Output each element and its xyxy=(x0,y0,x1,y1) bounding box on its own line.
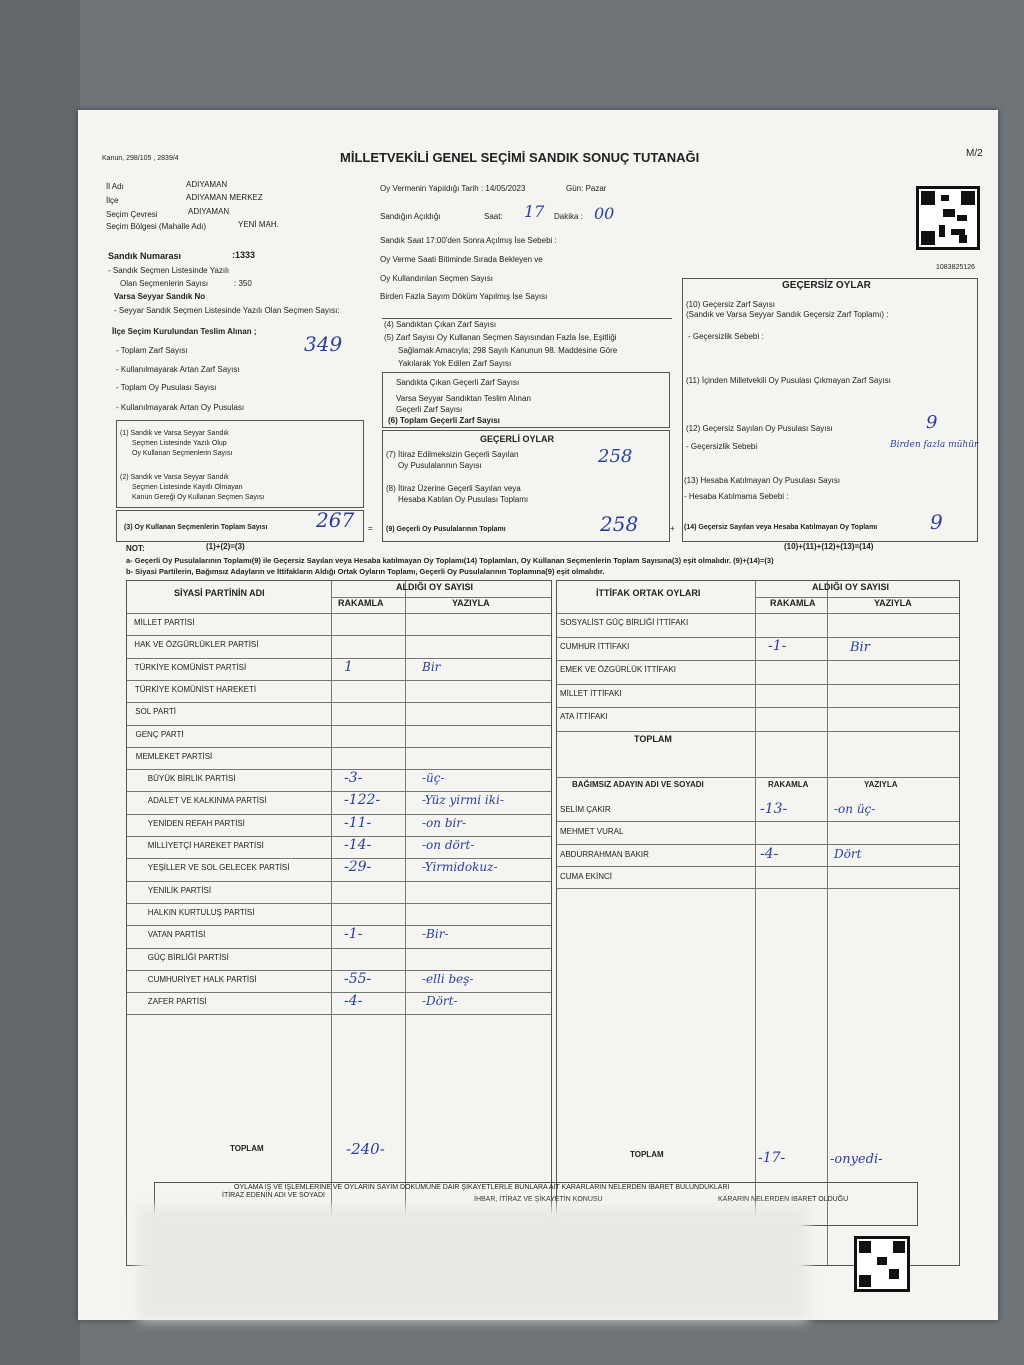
alliance-name: EMEK VE ÖZGÜRLÜK İTTİFAKI xyxy=(560,665,677,674)
party-votes-text: -Dört- xyxy=(422,994,458,1009)
note-a: a- Geçerli Oy Pusulalarının Toplamı(9) ile Geçersiz Sayılan veya Hesaba katılmayan Oy Toplamı(14) Toplamları, Oy Kullanan Seçmenlerin Toplam Sayısına(3) eşit olmalıdır. (9)+(14)=(3) xyxy=(126,556,774,565)
party-votes-number: -122- xyxy=(344,792,381,809)
independent-name: CUMA EKİNCİ xyxy=(560,871,613,881)
independent-row-divider xyxy=(557,821,959,822)
ilce-value: ADIYAMAN MERKEZ xyxy=(186,193,263,202)
party-row-divider xyxy=(127,791,551,792)
party-row-divider xyxy=(127,725,551,726)
party-votes-number: -11- xyxy=(344,814,372,831)
alliance-col-votes: ALDIĞI OY SAYISI xyxy=(812,582,890,592)
i12-note: Birden fazla mühür xyxy=(890,440,979,450)
alliance-col-text: YAZIYLA xyxy=(874,598,912,608)
party-col-text: YAZIYLA xyxy=(452,598,490,608)
party-name: CUMHURİYET HALK PARTİSİ xyxy=(147,974,257,984)
party-row-divider xyxy=(127,680,551,681)
cevre-label: Seçim Çevresi xyxy=(106,210,158,219)
v3-label: (3) Oy Kullanan Seçmenlerin Toplam Sayısı xyxy=(124,524,268,531)
i12-label: (12) Geçersiz Sayılan Oy Pusulası Sayısı xyxy=(686,424,833,433)
valid-votes-title: GEÇERLİ OYLAR xyxy=(480,434,555,444)
alliance-name: MİLLET İTTİFAKI xyxy=(560,688,622,698)
party-name: VATAN PARTİSİ xyxy=(147,930,206,940)
party-name: TÜRKİYE KOMÜNİST PARTİSİ xyxy=(134,662,247,672)
independent-votes-text: Dört xyxy=(834,846,862,861)
formula-left: (1)+(2)=(3) xyxy=(206,542,245,551)
party-name: MEMLEKET PARTİSİ xyxy=(135,751,213,761)
e5-line-b: Sağlamak Amacıyla; 298 Sayılı Kanunun 98. Maddesine Göre xyxy=(398,346,618,355)
envelope-divider xyxy=(382,318,672,319)
party-row-divider xyxy=(127,858,551,859)
party-row-divider xyxy=(127,925,551,926)
independent-row-divider xyxy=(557,888,959,889)
independent-col-text: YAZIYLA xyxy=(864,780,898,789)
party-votes-number: -55- xyxy=(344,970,372,987)
plus-sign: + xyxy=(670,524,675,533)
party-name: YENİDEN REFAH PARTİSİ xyxy=(147,818,245,828)
artan-zarf-label: - Kullanılmayarak Artan Zarf Sayısı xyxy=(116,365,240,374)
g9-label: (9) Geçerli Oy Pusulalarının Toplamı xyxy=(386,526,506,533)
party-name: MİLLET PARTİSİ xyxy=(134,618,195,627)
i11-label: (11) İçinden Milletvekili Oy Pusulası Çıkmayan Zarf Sayısı xyxy=(686,376,891,385)
party-name: ADALET VE KALKINMA PARTİSİ xyxy=(147,796,267,806)
valid-env-a: Sandıkta Çıkan Geçerli Zarf Sayısı xyxy=(396,378,520,387)
i13-reason: - Hesaba Katılmama Sebebi : xyxy=(684,492,789,501)
alliance-votes-text: Bir xyxy=(850,639,870,655)
sandik-no-value: :1333 xyxy=(232,250,256,260)
bolge-value: YENİ MAH. xyxy=(238,220,279,229)
alliance-row-divider xyxy=(557,637,959,638)
list-label-2: Olan Seçmenlerin Sayısı xyxy=(120,279,209,288)
party-total-label: TOPLAM xyxy=(230,1144,264,1153)
independent-name: ABDURRAHMAN BAKIR xyxy=(560,849,649,859)
il-value: ADIYAMAN xyxy=(186,180,228,189)
v1-line-b: Seçmen Listesinde Yazılı Olup xyxy=(132,440,227,447)
cevre-value: ADIYAMAN xyxy=(188,207,230,216)
independent-total-value: -17- xyxy=(758,1150,786,1166)
received-title: İlçe Seçim Kurulundan Teslim Alınan ; xyxy=(112,327,257,336)
party-row-divider xyxy=(127,970,551,971)
party-votes-text: -Yirmidokuz- xyxy=(422,860,498,875)
subject-label: İHBAR, İTİRAZ VE ŞİKAYETİN KONUSU xyxy=(474,1196,603,1203)
g8-line-b: Hesaba Katılan Oy Pusulası Toplamı xyxy=(398,495,529,504)
party-row-divider xyxy=(127,635,551,636)
party-name: GÜÇ BİRLİĞİ PARTİSİ xyxy=(147,952,229,962)
recount-label: Birden Fazla Sayım Döküm Yapılmış İse Sayısı xyxy=(380,292,548,301)
v2-line-a: (2) Sandık ve Varsa Seyyar Sandık xyxy=(120,474,229,481)
invalid-votes-title: GEÇERSİZ OYLAR xyxy=(782,280,871,291)
alliance-col-name: İTTİFAK ORTAK OYLARI xyxy=(596,588,701,598)
party-votes-number: -29- xyxy=(344,859,372,876)
party-votes-text: -Bir- xyxy=(422,927,449,942)
g7-line-a: (7) İtiraz Edilmeksizin Geçerli Sayılan xyxy=(386,450,519,459)
alliance-row-divider xyxy=(557,660,959,661)
party-votes-text: Bir xyxy=(422,659,441,674)
waiting-label-1: Oy Verme Saati Bitiminde Sırada Bekleyen ve xyxy=(380,255,543,264)
party-col-name: SİYASİ PARTİNİN ADI xyxy=(174,588,265,598)
party-votes-text: -elli beş- xyxy=(422,971,474,986)
party-row-divider xyxy=(127,702,551,703)
independent-votes-number: -4- xyxy=(760,845,779,862)
independent-row-divider xyxy=(557,866,959,867)
party-row-divider xyxy=(127,948,551,949)
note-b: b- Siyasi Partilerin, Bağımsız Adayların ve İttifakların Aldığı Ortak Oyların Toplamı, Geçerli Oy Pusulalarının Toplamına(9) eşit olmalıdır. xyxy=(126,567,605,576)
party-name: SOL PARTİ xyxy=(135,707,176,717)
e4-label: (4) Sandıktan Çıkan Zarf Sayısı xyxy=(384,320,497,329)
party-votes-number: -4- xyxy=(344,993,363,1010)
party-votes-number: 1 xyxy=(344,658,353,675)
barcode-number: 1083825126 xyxy=(936,264,975,271)
e5-line-a: (5) Zarf Sayısı Oy Kullanan Seçmen Sayısından Fazla İse, Eşitliği xyxy=(384,333,617,342)
g9-value: 258 xyxy=(600,512,639,536)
e5-line-c: Yakılarak Yok Edilen Zarf Sayısı xyxy=(398,359,512,368)
v2-line-b: Seçmen Listesinde Kayıtlı Olmayan xyxy=(132,484,243,491)
i14-value: 9 xyxy=(930,510,943,534)
party-table xyxy=(126,580,552,1266)
party-name: GENÇ PARTİ xyxy=(135,729,184,739)
ilce-label: İlçe xyxy=(106,196,119,205)
party-name: HALKIN KURTULUŞ PARTİSİ xyxy=(147,907,255,917)
party-col-num: RAKAMLA xyxy=(338,598,384,608)
party-row-divider xyxy=(127,881,551,882)
law-reference: Kanun, 298/105 , 2839/4 xyxy=(102,155,179,162)
dakika-value: 00 xyxy=(594,204,615,223)
list-value: : 350 xyxy=(234,279,252,288)
v2-line-c: Kanun Gereği Oy Kullanan Seçmen Sayısı xyxy=(132,494,265,501)
blurred-signatures xyxy=(138,1206,808,1320)
party-votes-text: -on bir- xyxy=(422,815,467,830)
party-name: HAK VE ÖZGÜRLÜKLER PARTİSİ xyxy=(134,640,259,650)
alliance-row-divider xyxy=(557,731,959,732)
i10-reason: - Geçersizlik Sebebi : xyxy=(688,332,764,341)
i10-line-b: (Sandık ve Varsa Seyyar Sandık Geçersiz Zarf Toplamı) : xyxy=(686,310,889,319)
waiting-label-2: Oy Kullandırılan Seçmen Sayısı xyxy=(380,274,493,283)
il-label: İl Adı xyxy=(106,182,124,191)
party-votes-number: -14- xyxy=(344,837,372,853)
toplam-zarf-label: - Toplam Zarf Sayısı xyxy=(116,346,188,355)
v1-line-c: Oy Kullanan Seçmenlerin Sayısı xyxy=(132,450,233,457)
formula-right: (10)+(11)+(12)+(13)=(14) xyxy=(784,542,874,551)
independent-col-num: RAKAMLA xyxy=(768,780,809,789)
independent-name: MEHMET VURAL xyxy=(560,827,624,837)
alliance-name: CUMHUR İTTİFAKI xyxy=(560,641,630,651)
seyyar-list-label: - Seyyar Sandık Seçmen Listesinde Yazılı Olan Seçmen Sayısı: xyxy=(114,306,340,315)
g7-line-b: Oy Pusulalarının Sayısı xyxy=(398,461,482,470)
toplam-pusula-label: - Toplam Oy Pusulası Sayısı xyxy=(116,383,217,392)
list-label-1: - Sandık Seçmen Listesinde Yazılı xyxy=(108,266,230,275)
party-name: YENİLİK PARTİSİ xyxy=(147,885,212,895)
vote-day: Gün: Pazar xyxy=(566,184,607,193)
independent-col-name: BAĞIMSIZ ADAYIN ADI VE SOYADI xyxy=(572,780,704,789)
sandik-no-label: Sandık Numarası xyxy=(108,251,182,261)
objector-label: İTİRAZ EDENİN ADI VE SOYADI xyxy=(222,1192,325,1199)
background-wall xyxy=(0,0,80,1365)
e6-label: (6) Toplam Geçerli Zarf Sayısı xyxy=(388,416,500,425)
party-name: MİLLİYETÇİ HAREKET PARTİSİ xyxy=(147,841,264,850)
party-row-divider xyxy=(127,1014,551,1015)
qr-code-icon xyxy=(916,186,980,250)
party-name: YEŞİLLER VE SOL GELECEK PARTİSİ xyxy=(147,863,290,873)
alliance-total-label: TOPLAM xyxy=(634,734,672,744)
party-votes-text: -Yüz yirmi iki- xyxy=(422,793,504,808)
party-row-divider xyxy=(127,769,551,770)
note-label: NOT: xyxy=(126,544,145,553)
i12-reason: - Geçersizlik Sebebi xyxy=(686,442,758,451)
party-votes-text: -on dört- xyxy=(422,838,475,852)
artan-pusula-label: - Kullanılmayarak Artan Oy Pusulası xyxy=(116,403,245,412)
vote-date: Oy Vermenin Yapıldığı Tarih : 14/05/2023 xyxy=(380,184,526,193)
form-title: MİLLETVEKİLİ GENEL SEÇİMİ SANDIK SONUÇ TUTANAĞI xyxy=(340,150,700,165)
decision-label: KARARIN NELERDEN İBARET OLDUĞU xyxy=(718,1196,849,1203)
v3-value: 267 xyxy=(316,508,355,532)
party-row-divider xyxy=(127,903,551,904)
independent-votes-text: -on üç- xyxy=(834,802,876,816)
alliance-row-divider xyxy=(557,684,959,685)
g8-line-a: (8) İtiraz Üzerine Geçerli Sayılan veya xyxy=(386,484,521,493)
party-name: TÜRKİYE KOMÜNİST HAREKETİ xyxy=(134,684,257,694)
saat-value: 17 xyxy=(524,202,545,221)
alliance-name: SOSYALİST GÜÇ BİRLİĞİ İTTİFAKI xyxy=(560,618,689,627)
party-votes-text: -üç- xyxy=(422,771,445,786)
valid-env-c: Geçerli Zarf Sayısı xyxy=(396,405,463,414)
election-result-form xyxy=(78,110,998,1320)
party-name: BÜYÜK BİRLİK PARTİSİ xyxy=(147,774,236,784)
objection-title: OYLAMA İŞ VE İŞLEMLERİNE VE OYLARIN SAYIM DÖKÜMÜNE DAİR ŞİKAYETLERLE BUNLARA AİT KARARLARIN NELERDEN İBARET BULUNDUKLARI xyxy=(234,1184,730,1191)
alliance-row-divider xyxy=(557,707,959,708)
party-votes-number: -3- xyxy=(344,770,363,787)
alliance-name: ATA İTTİFAKI xyxy=(560,712,608,721)
party-total-value: -240- xyxy=(346,1140,385,1158)
independent-name: SELİM ÇAKIR xyxy=(560,805,611,814)
alliance-col-num: RAKAMLA xyxy=(770,598,816,608)
seyyar-label: Varsa Seyyar Sandık No xyxy=(114,292,206,301)
form-code: M/2 xyxy=(966,148,983,159)
valid-env-b: Varsa Seyyar Sandıktan Teslim Alınan xyxy=(396,394,531,403)
i14-label: (14) Geçersiz Sayılan veya Hesaba Katılmayan Oy Toplamı xyxy=(684,524,878,531)
party-row-divider xyxy=(127,992,551,993)
toplam-zarf-value: 349 xyxy=(304,332,343,356)
independent-row-divider xyxy=(557,844,959,845)
g7-value: 258 xyxy=(598,446,633,467)
after17-label: Sandık Saat 17:00'den Sonra Açılmış İse Sebebi : xyxy=(380,236,557,245)
independent-total-text: -onyedi- xyxy=(830,1152,883,1167)
opening-label: Sandığın Açıldığı xyxy=(380,212,441,221)
alliance-votes-number: -1- xyxy=(768,637,787,654)
qr-code-bottom-icon xyxy=(854,1236,910,1292)
i10-line-a: (10) Geçersiz Zarf Sayısı xyxy=(686,300,775,309)
party-row-divider xyxy=(127,658,551,659)
independent-total-label: TOPLAM xyxy=(630,1150,664,1159)
party-row-divider xyxy=(127,836,551,837)
i13-label: (13) Hesaba Katılmayan Oy Pusulası Sayısı xyxy=(684,476,841,485)
party-col-votes: ALDIĞI OY SAYISI xyxy=(396,582,474,592)
i12-value: 9 xyxy=(926,412,938,433)
dakika-label: Dakika : xyxy=(554,212,583,221)
party-votes-number: -1- xyxy=(344,926,363,943)
independent-votes-number: -13- xyxy=(760,801,788,817)
bolge-label: Seçim Bölgesi (Mahalle Adı) xyxy=(106,222,207,231)
equals-sign: = xyxy=(368,524,373,533)
party-name: ZAFER PARTİSİ xyxy=(147,997,207,1007)
saat-label: Saat: xyxy=(484,212,503,221)
v1-line-a: (1) Sandık ve Varsa Seyyar Sandık xyxy=(120,430,229,437)
party-row-divider xyxy=(127,747,551,748)
party-row-divider xyxy=(127,814,551,815)
